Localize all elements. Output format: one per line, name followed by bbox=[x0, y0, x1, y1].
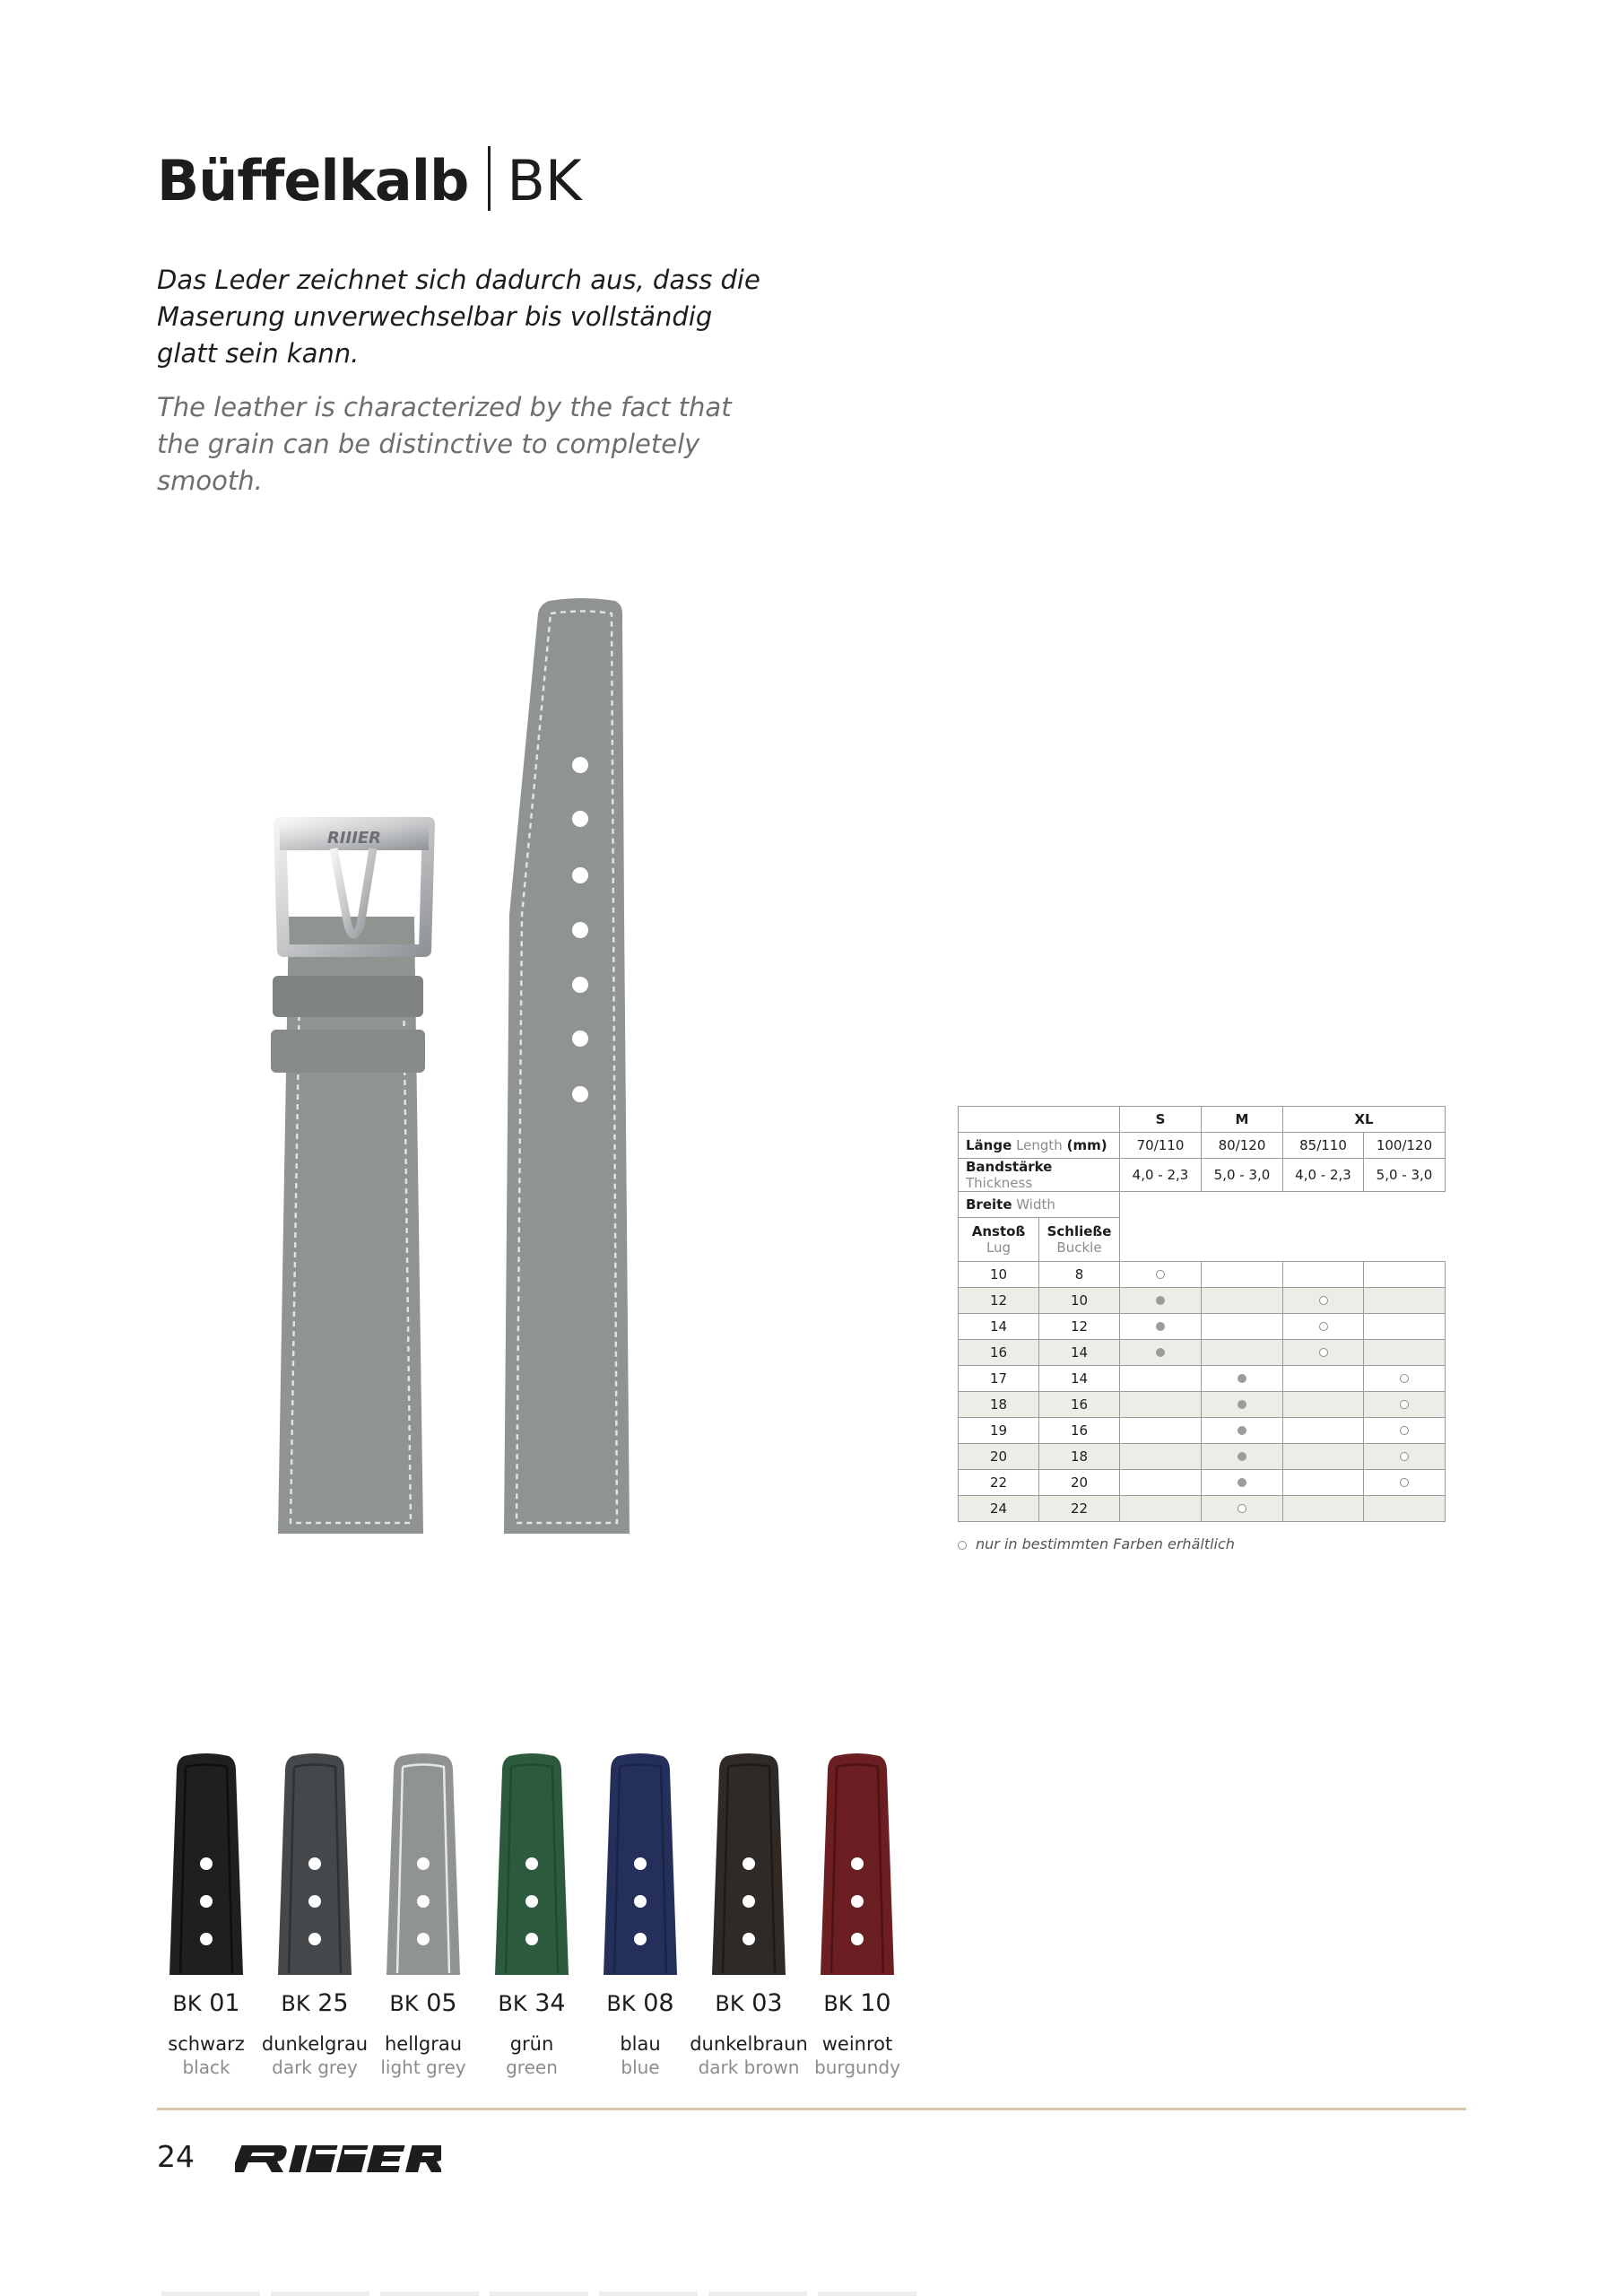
long-strap-piece bbox=[504, 598, 630, 1534]
width-label: Breite Width bbox=[959, 1192, 1120, 1218]
table-legend: nur in bestimmten Farben erhältlich bbox=[958, 1535, 1235, 1552]
width-row bbox=[959, 1288, 1446, 1314]
buckle-brand-mark: RIIIER bbox=[326, 829, 382, 848]
strap-swatch-image bbox=[815, 1749, 899, 1975]
availability-cell bbox=[1364, 1314, 1446, 1340]
legend-circle-icon bbox=[958, 1541, 967, 1550]
strap-swatch-hole bbox=[851, 1857, 864, 1870]
swatch-code: BK 25 bbox=[281, 1989, 349, 2017]
availability-cell bbox=[1364, 1496, 1446, 1522]
width-blank bbox=[1120, 1192, 1446, 1262]
width-row bbox=[959, 1192, 1446, 1218]
limited-colors-circle-icon bbox=[1400, 1374, 1409, 1383]
availability-cell bbox=[1364, 1262, 1446, 1288]
lug-width: 12 bbox=[959, 1288, 1039, 1314]
strap-swatch-hole bbox=[417, 1857, 430, 1870]
availability-cell bbox=[1364, 1340, 1446, 1366]
availability-cell bbox=[1120, 1262, 1202, 1288]
availability-cell bbox=[1202, 1470, 1283, 1496]
width-row bbox=[959, 1340, 1446, 1366]
thickness-value: 4,0 - 2,3 bbox=[1120, 1159, 1202, 1192]
lug-width: 14 bbox=[959, 1314, 1039, 1340]
strap-swatch-image bbox=[598, 1749, 682, 1975]
buckle-width: 8 bbox=[1039, 1262, 1120, 1288]
available-dot-icon bbox=[1238, 1426, 1246, 1435]
width-row bbox=[959, 1392, 1446, 1418]
availability-cell bbox=[1364, 1366, 1446, 1392]
strap-swatch-hole bbox=[743, 1857, 755, 1870]
length-value: 70/110 bbox=[1120, 1133, 1202, 1159]
strap-swatch-hole bbox=[851, 1895, 864, 1908]
size-header-m: M bbox=[1202, 1107, 1283, 1133]
availability-cell bbox=[1120, 1444, 1202, 1470]
strap-swatch-hole bbox=[308, 1857, 321, 1870]
strap-swatch-image bbox=[381, 1749, 465, 1975]
buckle-width: 22 bbox=[1039, 1496, 1120, 1522]
available-dot-icon bbox=[1238, 1400, 1246, 1409]
swatch-name-german: dunkelbraun bbox=[690, 2033, 808, 2055]
availability-cell bbox=[1283, 1444, 1364, 1470]
limited-colors-circle-icon bbox=[1400, 1452, 1409, 1461]
availability-cell bbox=[1120, 1288, 1202, 1314]
swatch-name-english: black bbox=[182, 2057, 230, 2078]
buckle-strap-piece bbox=[271, 917, 425, 1534]
availability-cell bbox=[1202, 1288, 1283, 1314]
swatch-name-german: schwarz bbox=[168, 2033, 245, 2055]
swatch-name-german: blau bbox=[620, 2033, 661, 2055]
buckle-width: 14 bbox=[1039, 1366, 1120, 1392]
availability-cell bbox=[1120, 1314, 1202, 1340]
length-value: 100/120 bbox=[1364, 1133, 1446, 1159]
available-dot-icon bbox=[1156, 1322, 1165, 1331]
strap-swatch-hole bbox=[417, 1933, 430, 1945]
size-header-s: S bbox=[1120, 1107, 1202, 1133]
limited-colors-circle-icon bbox=[1156, 1270, 1165, 1279]
material-name: Büffelkalb bbox=[157, 148, 469, 213]
strap-swatch-hole bbox=[851, 1933, 864, 1945]
availability-cell bbox=[1202, 1444, 1283, 1470]
width-row bbox=[959, 1418, 1446, 1444]
limited-colors-circle-icon bbox=[1319, 1296, 1328, 1305]
width-row bbox=[959, 1444, 1446, 1470]
strap-swatch-hole bbox=[200, 1857, 213, 1870]
strap-swatch-hole bbox=[200, 1933, 213, 1945]
thickness-value: 5,0 - 3,0 bbox=[1202, 1159, 1283, 1192]
swatch-code: BK 10 bbox=[823, 1989, 891, 2017]
color-swatch bbox=[586, 1749, 694, 2090]
availability-cell bbox=[1120, 1418, 1202, 1444]
availability-cell bbox=[1202, 1262, 1283, 1288]
swatch-name-german: grün bbox=[509, 2033, 554, 2055]
bottom-edge-marks bbox=[161, 2290, 924, 2296]
material-code: BK bbox=[507, 148, 582, 213]
availability-cell bbox=[1283, 1366, 1364, 1392]
size-header-xl: XL bbox=[1283, 1107, 1446, 1133]
color-swatch bbox=[369, 1749, 477, 2090]
strap-swatch-hole bbox=[200, 1895, 213, 1908]
strap-swatch-image bbox=[273, 1749, 357, 1975]
buckle-width: 18 bbox=[1039, 1444, 1120, 1470]
limited-colors-circle-icon bbox=[1319, 1322, 1328, 1331]
swatch-code: BK 05 bbox=[389, 1989, 457, 2017]
availability-cell bbox=[1283, 1392, 1364, 1418]
swatch-name-german: weinrot bbox=[821, 2033, 893, 2055]
width-row bbox=[959, 1366, 1446, 1392]
width-row bbox=[959, 1314, 1446, 1340]
color-swatches bbox=[152, 1749, 933, 2090]
availability-cell bbox=[1202, 1366, 1283, 1392]
strap-swatch-hole bbox=[743, 1933, 755, 1945]
buckle-header: Schließe Buckle bbox=[1039, 1218, 1120, 1262]
strap-swatch-image bbox=[707, 1749, 791, 1975]
description-english: The leather is characterized by the fact that the grain can be distinctive to completely smooth. bbox=[157, 392, 732, 496]
availability-cell bbox=[1202, 1340, 1283, 1366]
swatch-name-english: burgundy bbox=[814, 2057, 900, 2078]
page-title bbox=[157, 142, 582, 221]
availability-cell bbox=[1364, 1418, 1446, 1444]
strap-swatch-hole bbox=[634, 1857, 647, 1870]
availability-cell bbox=[1202, 1392, 1283, 1418]
length-value: 80/120 bbox=[1202, 1133, 1283, 1159]
swatch-name-english: blue bbox=[621, 2057, 660, 2078]
thickness-value: 5,0 - 3,0 bbox=[1364, 1159, 1446, 1192]
availability-cell bbox=[1283, 1496, 1364, 1522]
width-row bbox=[959, 1496, 1446, 1522]
strap-swatch-hole bbox=[525, 1933, 538, 1945]
color-swatch bbox=[152, 1749, 260, 2090]
buckle-width: 16 bbox=[1039, 1418, 1120, 1444]
swatch-name-german: dunkelgrau bbox=[261, 2033, 369, 2055]
available-dot-icon bbox=[1238, 1452, 1246, 1461]
strap-swatch-hole bbox=[525, 1857, 538, 1870]
thickness-value: 4,0 - 2,3 bbox=[1283, 1159, 1364, 1192]
keeper-loop bbox=[273, 976, 423, 1017]
thickness-row bbox=[959, 1159, 1446, 1192]
lug-width: 22 bbox=[959, 1470, 1039, 1496]
lug-header: Anstoß Lug bbox=[959, 1218, 1039, 1262]
buckle-width: 20 bbox=[1039, 1470, 1120, 1496]
buckle-width: 12 bbox=[1039, 1314, 1120, 1340]
availability-cell bbox=[1202, 1314, 1283, 1340]
buckle-width: 10 bbox=[1039, 1288, 1120, 1314]
width-row bbox=[959, 1262, 1446, 1288]
availability-cell bbox=[1120, 1496, 1202, 1522]
availability-cell bbox=[1283, 1314, 1364, 1340]
availability-cell bbox=[1364, 1470, 1446, 1496]
strap-swatch-image bbox=[164, 1749, 248, 1975]
available-dot-icon bbox=[1156, 1348, 1165, 1357]
lug-width: 17 bbox=[959, 1366, 1039, 1392]
strap-swatch-hole bbox=[525, 1895, 538, 1908]
available-dot-icon bbox=[1156, 1296, 1165, 1305]
availability-cell bbox=[1364, 1288, 1446, 1314]
availability-cell bbox=[1283, 1418, 1364, 1444]
color-swatch bbox=[478, 1749, 586, 2090]
lug-width: 24 bbox=[959, 1496, 1039, 1522]
width-rows bbox=[959, 1262, 1446, 1522]
availability-cell bbox=[1283, 1262, 1364, 1288]
availability-cell bbox=[1120, 1366, 1202, 1392]
availability-cell bbox=[1283, 1288, 1364, 1314]
strap-product-image bbox=[260, 592, 655, 1543]
swatch-name-english: light grey bbox=[380, 2057, 466, 2078]
strap-swatch-hole bbox=[308, 1933, 321, 1945]
size-header-empty bbox=[959, 1107, 1120, 1133]
thickness-label: Bandstärke Thickness bbox=[959, 1159, 1120, 1192]
swatch-name-english: green bbox=[506, 2057, 558, 2078]
strap-swatch-hole bbox=[743, 1895, 755, 1908]
lug-width: 10 bbox=[959, 1262, 1039, 1288]
size-table bbox=[958, 1106, 1446, 1522]
availability-cell bbox=[1364, 1392, 1446, 1418]
swatch-name-german: hellgrau bbox=[384, 2033, 463, 2055]
availability-cell bbox=[1364, 1444, 1446, 1470]
strap-swatch-hole bbox=[308, 1895, 321, 1908]
swatch-code: BK 34 bbox=[498, 1989, 566, 2017]
available-dot-icon bbox=[1238, 1374, 1246, 1383]
availability-cell bbox=[1202, 1496, 1283, 1522]
availability-cell bbox=[1283, 1340, 1364, 1366]
strap-swatch-hole bbox=[634, 1895, 647, 1908]
page-number: 24 bbox=[157, 2139, 195, 2174]
size-table-body bbox=[959, 1107, 1446, 1262]
size-header-row bbox=[959, 1107, 1446, 1133]
limited-colors-circle-icon bbox=[1319, 1348, 1328, 1357]
availability-cell bbox=[1202, 1418, 1283, 1444]
color-swatch bbox=[690, 1749, 808, 2090]
width-row bbox=[959, 1470, 1446, 1496]
footer-rule bbox=[157, 2108, 1466, 2110]
brand-logo bbox=[235, 2144, 441, 2174]
available-dot-icon bbox=[1238, 1478, 1246, 1487]
strap-swatch-image bbox=[490, 1749, 574, 1975]
swatch-code: BK 01 bbox=[172, 1989, 240, 2017]
lug-width: 19 bbox=[959, 1418, 1039, 1444]
color-swatch bbox=[261, 1749, 369, 2090]
lug-width: 20 bbox=[959, 1444, 1039, 1470]
swatch-name-english: dark grey bbox=[272, 2057, 358, 2078]
swatch-code: BK 03 bbox=[715, 1989, 783, 2017]
availability-cell bbox=[1120, 1340, 1202, 1366]
title-separator bbox=[488, 146, 491, 211]
availability-cell bbox=[1283, 1470, 1364, 1496]
buckle-width: 14 bbox=[1039, 1340, 1120, 1366]
availability-cell bbox=[1120, 1470, 1202, 1496]
buckle-width: 16 bbox=[1039, 1392, 1120, 1418]
strap-swatch-hole bbox=[634, 1933, 647, 1945]
color-swatch bbox=[803, 1749, 911, 2090]
description-german: Das Leder zeichnet sich dadurch aus, dass die Maserung unverwechselbar bis vollständig glatt sein kann. bbox=[157, 265, 760, 369]
limited-colors-circle-icon bbox=[1238, 1504, 1246, 1513]
availability-cell bbox=[1120, 1392, 1202, 1418]
keeper-loop bbox=[271, 1030, 425, 1073]
swatch-name-english: dark brown bbox=[698, 2057, 800, 2078]
swatch-code: BK 08 bbox=[606, 1989, 674, 2017]
length-row bbox=[959, 1133, 1446, 1159]
limited-colors-circle-icon bbox=[1400, 1400, 1409, 1409]
lug-width: 18 bbox=[959, 1392, 1039, 1418]
limited-colors-circle-icon bbox=[1400, 1426, 1409, 1435]
strap-swatch-hole bbox=[417, 1895, 430, 1908]
length-label: Länge Length (mm) bbox=[959, 1133, 1120, 1159]
length-value: 85/110 bbox=[1283, 1133, 1364, 1159]
limited-colors-circle-icon bbox=[1400, 1478, 1409, 1487]
lug-width: 16 bbox=[959, 1340, 1039, 1366]
